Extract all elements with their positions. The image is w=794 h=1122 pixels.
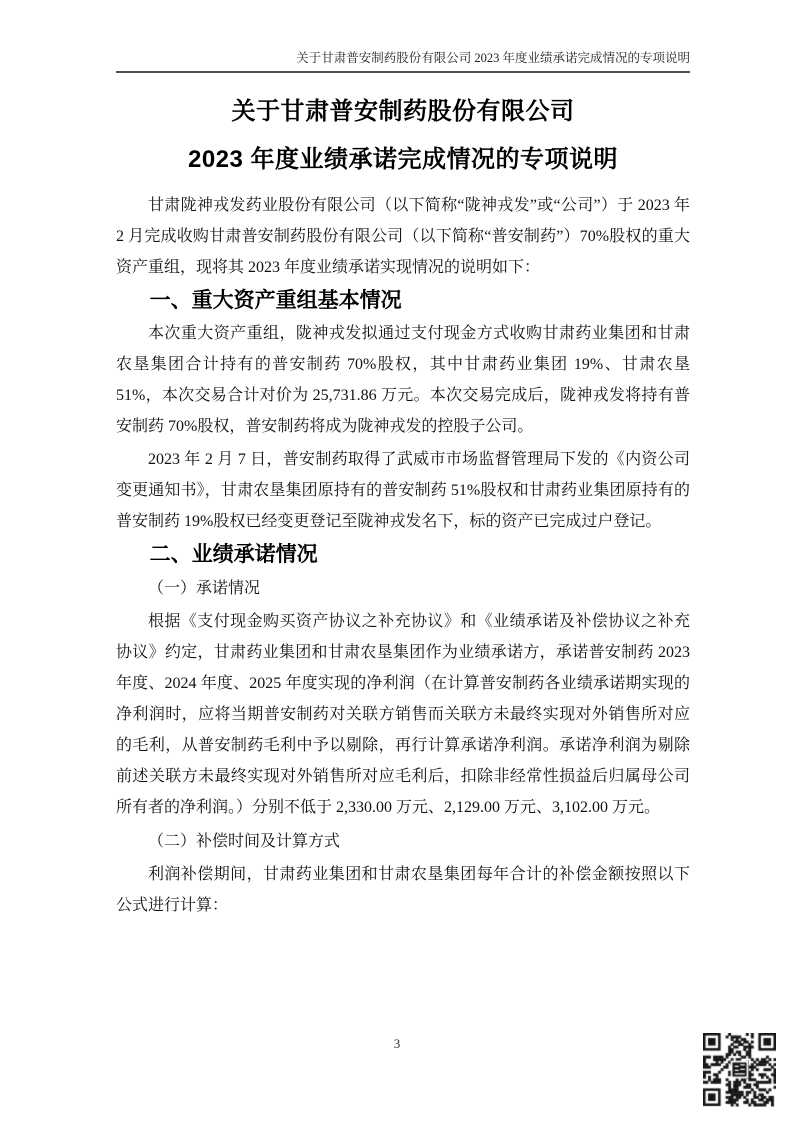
paragraph-intro: 甘肃陇神戎发药业股份有限公司（以下简称“陇神戎发”或“公司”）于 2023 年 2 月完成收购甘肃普安制药股份有限公司（以下简称“普安制药”）70%股权的重大资产重组，现将其 2023 年度业绩承诺实现情况的说明如下： [116,197,690,276]
page-number: 3 [393,1036,401,1051]
paragraph-compensation-formula: 利润补偿期间，甘肃药业集团和甘肃农垦集团每年合计的补偿金额按照以下公式进行计算： [116,866,690,914]
paragraph-restructuring: 本次重大资产重组，陇神戎发拟通过支付现金方式收购甘肃药业集团和甘肃农垦集团合计持有的普安制药 70%股权，其中甘肃药业集团 19%、甘肃农垦 51%，本次交易合计对价为 25,731.86 万元。本次交易完成后，陇神戎发将持有普安制药 70%股权，普安制药将成为陇神戎发的控股子公司。 [116,325,690,435]
section-heading-2: 二、业绩承诺情况 [149,543,318,566]
qr-code [703,1033,776,1107]
subheading-commitment: （一）承诺情况 [148,580,261,597]
document-title-line-1: 关于甘肃普安制药股份有限公司 [231,98,575,125]
running-header-text: 关于甘肃普安制药股份有限公司 2023 年度业绩承诺完成情况的专项说明 [296,51,690,65]
subheading-compensation: （二）补偿时间及计算方式 [148,833,341,850]
paragraph-registration: 2023 年 2 月 7 日，普安制药取得了武威市市场监督管理局下发的《内资公司变更通知书》，甘肃农垦集团原持有的普安制药 51%股权和甘肃药业集团原持有的普安制药 19%股权已经变更登记至陇神戎发名下，标的资产已完成过户登记。 [116,451,690,530]
paragraph-commitment-details: 根据《支付现金购买资产协议之补充协议》和《业绩承诺及补偿协议之补充协议》约定，甘肃药业集团和甘肃农垦集团作为业绩承诺方，承诺普安制药 2023 年度、2024 年度、2025 年度实现的净利润（在计算普安制药各业绩承诺期实现的净利润时，应将当期普安制药对关联方销售而关联方未最终实现对外销售所对应的毛利，从普安制药毛利中予以剔除，再行计算承诺净利润。承诺净利润为剔除前述关联方未最终实现对外销售所对应毛利后，扣除非经常性损益后归属母公司所有者的净利润。）分别不低于 2,330.00 万元、2,129.00 万元、3,102.00 万元。 [116,613,690,816]
section-heading-1: 一、重大资产重组基本情况 [149,289,402,312]
document-body [116,88,690,921]
running-header [116,50,690,73]
document-title-line-2: 2023 年度业绩承诺完成情况的专项说明 [187,146,619,173]
